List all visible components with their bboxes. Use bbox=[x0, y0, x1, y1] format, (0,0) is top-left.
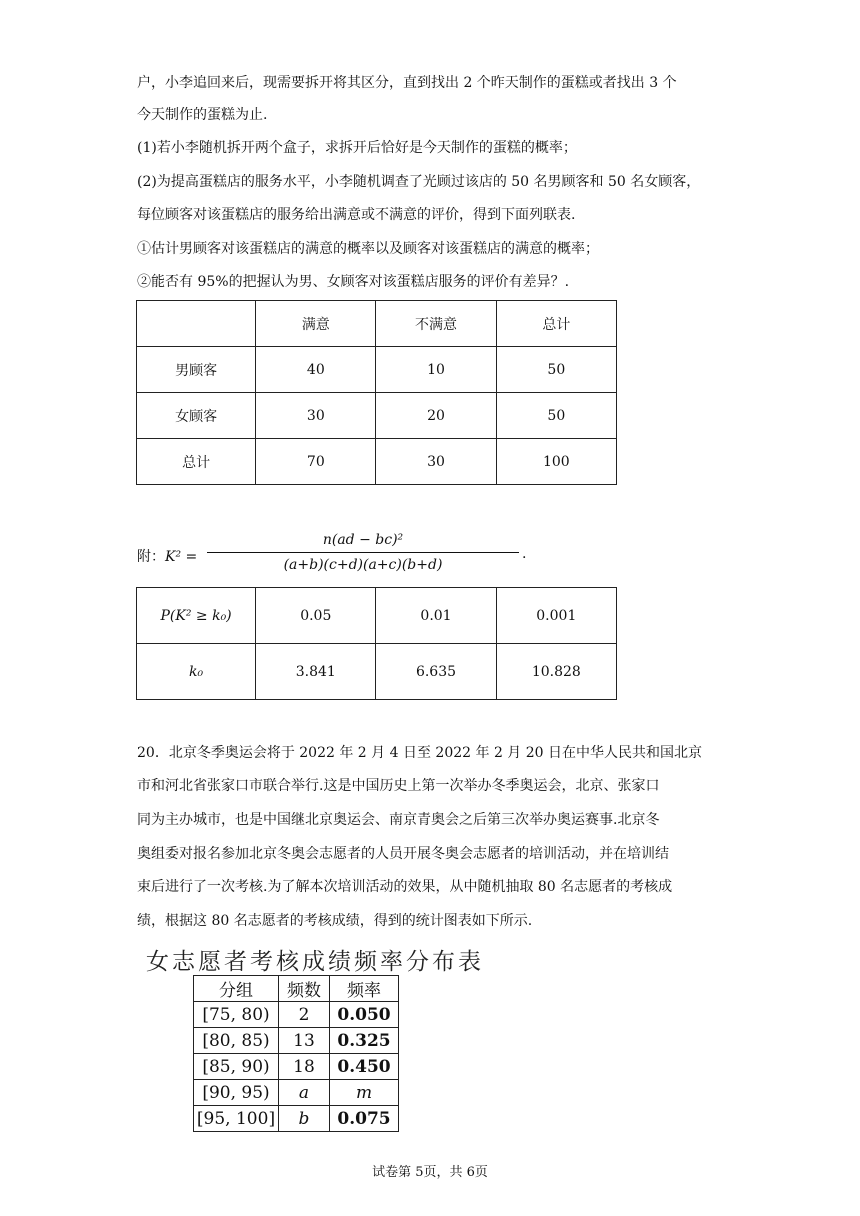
text-line: (2)为提高蛋糕店的服务水平，小李随机调查了光顾过该店的 50 名男顾客和 50 名女顾客， bbox=[137, 174, 701, 190]
table-cell: P(K² ≥ k₀) bbox=[137, 588, 256, 644]
text-line: ②能否有 95%的把握认为男、女顾客对该蛋糕店服务的评价有差异？. bbox=[137, 274, 570, 290]
table-cell: 13 bbox=[279, 1028, 330, 1054]
formula-numerator: n(ad − bc)² bbox=[322, 532, 404, 548]
table-cell: 40 bbox=[256, 347, 376, 393]
text-line: 每位顾客对该蛋糕店的服务给出满意或不满意的评价，得到下面列联表. bbox=[137, 207, 576, 223]
formula-tail: . bbox=[522, 546, 527, 562]
table-cell: [95, 100] bbox=[194, 1106, 279, 1132]
formula-denominator: (a+b)(c+d)(a+c)(b+d) bbox=[283, 557, 443, 573]
table-row bbox=[137, 439, 617, 485]
table-row bbox=[194, 976, 399, 1002]
table-cell: 10.828 bbox=[496, 644, 616, 700]
formula-fraction bbox=[207, 530, 519, 575]
table-row bbox=[194, 1080, 399, 1106]
table-row bbox=[137, 347, 617, 393]
table-row bbox=[137, 644, 617, 700]
table-cell: 0.001 bbox=[496, 588, 616, 644]
table-cell: 女顾客 bbox=[137, 393, 256, 439]
table-cell: 0.01 bbox=[376, 588, 496, 644]
table-row bbox=[194, 1054, 399, 1080]
frequency-table-title: 女志愿者考核成绩频率分布表 bbox=[146, 949, 484, 975]
table-cell: [75, 80) bbox=[194, 1002, 279, 1028]
text-line: 奥组委对报名参加北京冬奥会志愿者的人员开展冬奥会志愿者的培训活动，并在培训结 bbox=[137, 846, 669, 862]
table-cell: 0.050 bbox=[330, 1002, 399, 1028]
critical-value-table bbox=[136, 587, 617, 700]
table-cell: k₀ bbox=[137, 644, 256, 700]
text-line: ①估计男顾客对该蛋糕店的满意的概率以及顾客对该蛋糕店的满意的概率； bbox=[137, 241, 599, 257]
text-line: 今天制作的蛋糕为止. bbox=[137, 107, 268, 123]
table-cell: 0.05 bbox=[256, 588, 376, 644]
table-row bbox=[137, 393, 617, 439]
text-line: 户，小李追回来后，现需要拆开将其区分，直到找出 2 个昨天制作的蛋糕或者找出 3 个 bbox=[137, 75, 677, 91]
table-row bbox=[137, 588, 617, 644]
table-header-cell: 分组 bbox=[194, 976, 279, 1002]
table-header-cell: 满意 bbox=[256, 301, 376, 347]
text-line: 20．北京冬季奥运会将于 2022 年 2 月 4 日至 2022 年 2 月 20 日在中华人民共和国北京 bbox=[137, 745, 703, 761]
table-cell: 3.841 bbox=[256, 644, 376, 700]
text-line: 市和河北省张家口市联合举行.这是中国历史上第一次举办冬季奥运会，北京、张家口 bbox=[137, 778, 660, 794]
table-cell: 总计 bbox=[137, 439, 256, 485]
table-cell: m bbox=[330, 1080, 399, 1106]
table-cell: 50 bbox=[496, 347, 616, 393]
text-line: 束后进行了一次考核.为了解本次培训活动的效果，从中随机抽取 80 名志愿者的考核成 bbox=[137, 879, 673, 895]
table-cell: 0.325 bbox=[330, 1028, 399, 1054]
table-cell: 0.075 bbox=[330, 1106, 399, 1132]
table-cell: 50 bbox=[496, 393, 616, 439]
table-cell: 20 bbox=[376, 393, 496, 439]
table-cell: 30 bbox=[256, 393, 376, 439]
table-cell: 男顾客 bbox=[137, 347, 256, 393]
text-line: 绩，根据这 80 名志愿者的考核成绩，得到的统计图表如下所示. bbox=[137, 913, 533, 929]
formula-lhs: K² = bbox=[165, 549, 198, 565]
table-header-cell bbox=[137, 301, 256, 347]
table-cell: 6.635 bbox=[376, 644, 496, 700]
frequency-distribution-table bbox=[193, 975, 399, 1132]
table-cell: [80, 85) bbox=[194, 1028, 279, 1054]
text-line: 同为主办城市，也是中国继北京奥运会、南京青奥会之后第三次举办奥运赛事.北京冬 bbox=[137, 812, 660, 828]
table-cell: a bbox=[279, 1080, 330, 1106]
table-cell: 10 bbox=[376, 347, 496, 393]
table-cell: 70 bbox=[256, 439, 376, 485]
contingency-table bbox=[136, 300, 617, 485]
table-cell: 100 bbox=[496, 439, 616, 485]
table-cell: b bbox=[279, 1106, 330, 1132]
fraction-bar bbox=[207, 552, 519, 553]
table-cell: 30 bbox=[376, 439, 496, 485]
table-header-cell: 频数 bbox=[279, 976, 330, 1002]
table-cell: 18 bbox=[279, 1054, 330, 1080]
table-cell: 0.450 bbox=[330, 1054, 399, 1080]
text-line: (1)若小李随机拆开两个盒子，求拆开后恰好是今天制作的蛋糕的概率； bbox=[137, 140, 577, 156]
table-header-cell: 不满意 bbox=[376, 301, 496, 347]
formula-label: 附： bbox=[137, 549, 165, 565]
table-row bbox=[194, 1002, 399, 1028]
table-header-cell: 总计 bbox=[496, 301, 616, 347]
table-cell: 2 bbox=[279, 1002, 330, 1028]
table-row bbox=[194, 1106, 399, 1132]
table-cell: [90, 95) bbox=[194, 1080, 279, 1106]
page-footer: 试卷第 5页，共 6页 bbox=[372, 1165, 488, 1180]
table-cell: [85, 90) bbox=[194, 1054, 279, 1080]
table-header-cell: 频率 bbox=[330, 976, 399, 1002]
table-row bbox=[194, 1028, 399, 1054]
